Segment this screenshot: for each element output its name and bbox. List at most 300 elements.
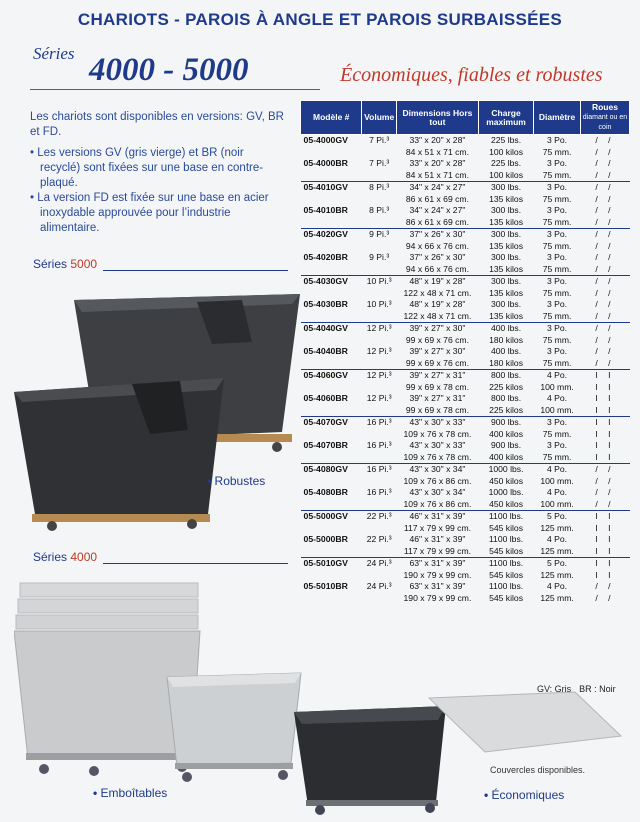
wheels-cell: / / [595,240,615,251]
table-row-metric [301,452,630,464]
dimensions-cell: 39" x 27" x 30" [396,323,478,335]
model-cell-empty [301,429,362,441]
col-diametre: Diamètre [534,101,581,135]
wheels-cell: / / [580,229,629,241]
volume-cell-empty [362,570,397,582]
diameter-metric-cell: 75 mm. [542,193,572,204]
charge-metric-cell: 400 kilos [489,428,523,439]
diameter-metric-cell: 75 mm. [542,357,572,368]
charge-cell: 1000 lbs. [478,464,533,476]
dimensions-cell: 46" x 31" x 39" [409,534,466,544]
dimensions-cell: 34" x 24" x 27" [396,182,478,194]
table-row [301,511,630,523]
charge-metric-cell: 135 kilos [489,216,523,227]
model-cell: 05-4010BR [303,205,348,215]
charge-metric-cell: 135 kilos [489,287,523,298]
model-cell: 05-4020GV [301,229,362,241]
series-range: 4000 - 5000 [89,52,249,88]
volume-cell-empty [362,452,397,464]
charge-cell: 225 lbs. [490,158,522,168]
dimensions-metric-cell: 86 x 61 x 69 cm. [405,216,469,227]
volume-cell: 12 Pi.³ [362,323,397,335]
model-cell: 05-4080BR [303,487,348,497]
model-cell-empty [301,523,362,535]
table-row [301,135,630,147]
diameter-cell: 3 Po. [534,276,581,288]
dimensions-cell: 39" x 27" x 31" [396,370,478,382]
volume-cell-empty [362,335,397,347]
wheels-cell: / / [595,263,615,274]
charge-metric-cell: 400 kilos [489,451,523,462]
dimensions-metric-cell: 117 x 79 x 99 cm. [403,545,472,556]
model-cell: 05-4070GV [301,417,362,429]
charge-metric-cell: 100 kilos [489,146,523,157]
header-divider [30,89,320,90]
model-cell-empty [301,241,362,253]
charge-cell: 900 lbs. [478,417,533,429]
table-row [301,370,630,382]
diameter-cell: 3 Po. [547,158,568,168]
diameter-cell: 3 Po. [534,182,581,194]
table-row-metric [301,358,630,370]
volume-cell: 10 Pi.³ [362,276,397,288]
dimensions-cell: 46" x 31" x 39" [396,511,478,523]
charge-cell: 1100 lbs. [478,511,533,523]
table-row [301,323,630,335]
wheels-cell: I I [595,569,615,580]
wheels-cell: I I [595,393,615,403]
diameter-metric-cell: 75 mm. [542,287,572,298]
dimensions-cell: 39" x 27" x 31" [409,393,466,403]
charge-cell: 300 lbs. [478,276,533,288]
model-cell-empty [301,546,362,558]
diameter-metric-cell: 75 mm. [542,263,572,274]
model-cell-empty [301,593,362,605]
diameter-cell: 3 Po. [547,346,568,356]
volume-cell: 8 Pi.³ [369,205,390,215]
charge-metric-cell: 135 kilos [489,193,523,204]
volume-cell: 7 Pi.³ [369,158,390,168]
dimensions-metric-cell: 99 x 69 x 78 cm. [405,404,469,415]
table-row-metric [301,570,630,582]
diameter-cell: 4 Po. [547,581,568,591]
wheels-cell: / / [595,252,615,262]
charge-metric-cell: 180 kilos [489,357,523,368]
grey-cart-image [165,665,305,790]
volume-cell: 12 Pi.³ [362,370,397,382]
diameter-cell: 3 Po. [547,252,568,262]
model-cell: 05-5010BR [303,581,348,591]
dimensions-cell: 37" x 26" x 30" [409,252,466,262]
volume-cell-empty [362,476,397,488]
volume-cell: 16 Pi.³ [362,417,397,429]
diameter-metric-cell: 100 mm. [540,498,574,509]
diameter-metric-cell: 75 mm. [542,240,572,251]
diameter-metric-cell: 125 mm. [540,545,574,556]
series-5000-carts-image [12,282,302,532]
model-cell-empty [301,452,362,464]
model-cell-empty [301,382,362,394]
series-label: Séries [33,44,75,63]
charge-metric-cell: 450 kilos [489,498,523,509]
table-row [301,276,630,288]
diameter-metric-cell: 75 mm. [542,428,572,439]
wheels-cell: / / [595,193,615,204]
table-row-metric [301,546,630,558]
wheels-cell: I I [580,370,629,382]
volume-cell-empty [362,241,397,253]
table-row [301,252,630,264]
table-row-metric [301,217,630,229]
model-cell-empty [301,476,362,488]
dimensions-cell: 33" x 20" x 28" [409,158,466,168]
table-row-metric [301,593,630,605]
wheels-cell: / / [595,487,615,497]
model-cell: 05-4030GV [301,276,362,288]
diameter-cell: 3 Po. [547,299,568,309]
table-row-metric [301,523,630,535]
model-cell: 05-4040GV [301,323,362,335]
dimensions-metric-cell: 122 x 48 x 71 cm. [403,287,472,298]
spec-table [300,100,630,604]
wheels-cell: I I [595,428,615,439]
dimensions-metric-cell: 117 x 79 x 99 cm. [403,522,472,533]
charge-metric-cell: 135 kilos [489,240,523,251]
table-row [301,464,630,476]
wheels-cell: / / [595,205,615,215]
charge-cell: 225 lbs. [478,135,533,147]
model-cell: 05-4000BR [303,158,348,168]
volume-cell: 16 Pi.³ [366,440,392,450]
table-row-metric [301,499,630,511]
charge-metric-cell: 225 kilos [489,381,523,392]
diameter-cell: 5 Po. [534,511,581,523]
table-row [301,158,630,170]
wheels-cell: / / [580,182,629,194]
table-row [301,558,630,570]
diameter-metric-cell: 125 mm. [540,569,574,580]
volume-cell: 22 Pi.³ [362,511,397,523]
model-cell-empty [301,570,362,582]
charge-cell: 300 lbs. [490,252,522,262]
model-cell-empty [301,405,362,417]
dimensions-cell: 34" x 24" x 27" [409,205,466,215]
diameter-metric-cell: 75 mm. [542,451,572,462]
charge-metric-cell: 450 kilos [489,475,523,486]
dimensions-metric-cell: 109 x 76 x 86 cm. [403,498,472,509]
col-volume: Volume [362,101,397,135]
diameter-metric-cell: 100 mm. [540,475,574,486]
dimensions-metric-cell: 99 x 69 x 78 cm. [405,381,469,392]
model-cell-empty [301,217,362,229]
wheels-cell: I I [595,545,615,556]
dimensions-cell: 63" x 31" x 39" [409,581,466,591]
diameter-metric-cell: 75 mm. [542,146,572,157]
dimensions-metric-cell: 190 x 79 x 99 cm. [403,592,472,603]
intro-bullet-gv-br: • Les versions GV (gris vierge) et BR (noir recyclé) sont fixées sur une base en contre-plaqué. [30,147,264,189]
dimensions-metric-cell: 94 x 66 x 76 cm. [405,240,469,251]
dimensions-cell: 43" x 30" x 34" [409,487,466,497]
charge-cell: 300 lbs. [478,229,533,241]
wheels-cell: / / [595,592,615,603]
table-row-metric [301,311,630,323]
volume-cell-empty [362,217,397,229]
wheels-cell: I I [580,558,629,570]
dimensions-cell: 48" x 19" x 28" [409,299,466,309]
volume-cell-empty [362,264,397,276]
model-cell: 05-4020BR [303,252,348,262]
diameter-metric-cell: 75 mm. [542,216,572,227]
volume-cell: 12 Pi.³ [366,346,392,356]
section-heading-4000: Séries 4000 [33,550,97,564]
table-row-metric [301,241,630,253]
dimensions-cell: 43" x 30" x 34" [396,464,478,476]
section-rule [103,563,288,564]
charge-cell: 400 lbs. [478,323,533,335]
dimensions-cell: 48" x 19" x 28" [396,276,478,288]
table-row [301,440,630,452]
model-cell: 05-4080GV [301,464,362,476]
diameter-cell: 3 Po. [534,229,581,241]
model-cell: 05-5010GV [301,558,362,570]
dimensions-metric-cell: 109 x 76 x 86 cm. [403,475,472,486]
diameter-metric-cell: 75 mm. [542,310,572,321]
table-row [301,205,630,217]
caption-economiques: • Économiques [484,788,565,802]
caption-emboitables: • Emboîtables [93,786,168,800]
volume-cell: 9 Pi.³ [362,229,397,241]
table-row [301,581,630,593]
volume-cell: 16 Pi.³ [366,487,392,497]
table-row-metric [301,429,630,441]
wheels-cell: / / [595,334,615,345]
volume-cell-empty [362,170,397,182]
model-cell-empty [301,194,362,206]
wheels-cell: I I [595,440,615,450]
volume-cell: 7 Pi.³ [362,135,397,147]
wheels-cell: / / [595,216,615,227]
dimensions-metric-cell: 99 x 69 x 76 cm. [405,334,469,345]
diameter-cell: 3 Po. [547,205,568,215]
model-cell: 05-4030BR [303,299,348,309]
diameter-metric-cell: 100 mm. [540,404,574,415]
diameter-cell: 3 Po. [534,323,581,335]
volume-cell-empty [362,523,397,535]
col-model: Modèle # [301,101,362,135]
wheels-cell: I I [595,534,615,544]
diameter-cell: 4 Po. [547,393,568,403]
legend: GV: Gris BR : Noir [537,684,616,694]
charge-cell: 300 lbs. [478,182,533,194]
table-row-metric [301,405,630,417]
diameter-cell: 3 Po. [534,135,581,147]
model-cell: 05-4040BR [303,346,348,356]
diameter-metric-cell: 75 mm. [542,169,572,180]
wheels-cell: / / [595,299,615,309]
wheels-cell: I I [595,522,615,533]
volume-cell: 24 Pi.³ [362,558,397,570]
volume-cell-empty [362,311,397,323]
col-charge: Charge maximum [478,101,533,135]
dimensions-cell: 63" x 31" x 39" [396,558,478,570]
charge-cell: 1100 lbs. [488,534,524,544]
wheels-cell: / / [595,169,615,180]
charge-cell: 800 lbs. [478,370,533,382]
wheels-cell: / / [595,158,615,168]
wheels-cell: / / [595,475,615,486]
charge-metric-cell: 225 kilos [489,404,523,415]
dimensions-metric-cell: 86 x 61 x 69 cm. [405,193,469,204]
model-cell: 05-4010GV [301,182,362,194]
charge-metric-cell: 545 kilos [489,592,523,603]
volume-cell: 16 Pi.³ [362,464,397,476]
charge-metric-cell: 135 kilos [489,263,523,274]
wheels-cell: I I [595,451,615,462]
charge-cell: 1000 lbs. [488,487,524,497]
wheels-cell: I I [580,511,629,523]
wheels-cell: I I [580,417,629,429]
charge-metric-cell: 545 kilos [489,569,523,580]
dimensions-metric-cell: 84 x 51 x 71 cm. [405,169,469,180]
table-row [301,534,630,546]
intro-paragraph: Les chariots sont disponibles en versions: GV, BR et FD. [30,111,284,138]
wheels-cell: / / [595,310,615,321]
charge-metric-cell: 545 kilos [489,545,523,556]
model-cell: 05-4000GV [301,135,362,147]
caption-lids: Couvercles disponibles. [490,765,586,775]
diameter-metric-cell: 100 mm. [540,381,574,392]
table-row [301,182,630,194]
charge-cell: 900 lbs. [490,440,522,450]
diameter-cell: 4 Po. [534,370,581,382]
tagline: Économiques, fiables et robustes [340,64,603,86]
table-row-metric [301,264,630,276]
dimensions-metric-cell: 109 x 76 x 78 cm. [403,451,472,462]
charge-cell: 400 lbs. [490,346,522,356]
dimensions-cell: 37" x 26" x 30" [396,229,478,241]
caption-robustes: • Robustes [207,474,266,488]
charge-cell: 300 lbs. [490,299,522,309]
charge-cell: 1100 lbs. [478,558,533,570]
diameter-metric-cell: 75 mm. [542,334,572,345]
volume-cell: 9 Pi.³ [369,252,390,262]
col-roues: Roues diamant ou en coin [580,101,629,135]
dimensions-cell: 39" x 27" x 30" [409,346,466,356]
volume-cell-empty [362,429,397,441]
volume-cell-empty [362,358,397,370]
wheels-cell: / / [595,346,615,356]
intro-text [30,110,286,236]
wheels-cell: / / [595,287,615,298]
dimensions-metric-cell: 94 x 66 x 76 cm. [405,263,469,274]
table-row-metric [301,170,630,182]
wheels-cell: / / [580,323,629,335]
lid-image [425,690,625,760]
diameter-metric-cell: 125 mm. [540,592,574,603]
wheels-cell: I I [595,404,615,415]
dimensions-cell: 33" x 20" x 28" [396,135,478,147]
wheels-cell: I I [595,381,615,392]
dimensions-cell: 43" x 30" x 33" [409,440,466,450]
model-cell-empty [301,311,362,323]
model-cell-empty [301,264,362,276]
volume-cell-empty [362,382,397,394]
spec-table-header [301,101,630,135]
table-row [301,299,630,311]
model-cell: 05-4060GV [301,370,362,382]
model-cell: 05-4060BR [303,393,348,403]
charge-cell: 1100 lbs. [488,581,524,591]
model-cell-empty [301,335,362,347]
table-row-metric [301,476,630,488]
dimensions-metric-cell: 190 x 79 x 99 cm. [403,569,472,580]
model-cell: 05-4070BR [303,440,348,450]
table-row-metric [301,382,630,394]
table-row [301,393,630,405]
diameter-cell: 3 Po. [547,440,568,450]
diameter-cell: 4 Po. [547,487,568,497]
dimensions-cell: 43" x 30" x 33" [396,417,478,429]
diameter-cell: 4 Po. [547,534,568,544]
volume-cell-empty [362,546,397,558]
table-row-metric [301,194,630,206]
volume-cell-empty [362,593,397,605]
model-cell-empty [301,288,362,300]
volume-cell: 12 Pi.³ [366,393,392,403]
table-row [301,487,630,499]
charge-metric-cell: 180 kilos [489,334,523,345]
wheels-cell: / / [595,357,615,368]
volume-cell: 24 Pi.³ [366,581,392,591]
section-rule [103,270,288,271]
diameter-cell: 3 Po. [534,417,581,429]
wheels-cell: / / [580,135,629,147]
volume-cell-empty [362,405,397,417]
col-dimensions: Dimensions Hors tout [396,101,478,135]
table-row-metric [301,147,630,159]
model-cell-empty [301,147,362,159]
volume-cell-empty [362,194,397,206]
volume-cell-empty [362,288,397,300]
dimensions-metric-cell: 99 x 69 x 76 cm. [405,357,469,368]
charge-metric-cell: 135 kilos [489,310,523,321]
model-cell-empty [301,170,362,182]
model-cell-empty [301,358,362,370]
diameter-metric-cell: 125 mm. [540,522,574,533]
spec-table-body [301,135,630,605]
charge-metric-cell: 545 kilos [489,522,523,533]
section-heading-5000: Séries 5000 [33,257,97,271]
volume-cell-empty [362,147,397,159]
diameter-cell: 5 Po. [534,558,581,570]
page-title: CHARIOTS - PAROIS À ANGLE ET PAROIS SURBAISSÉES [77,10,563,29]
dimensions-metric-cell: 109 x 76 x 78 cm. [403,428,472,439]
wheels-cell: / / [595,498,615,509]
model-cell: 05-5000BR [303,534,348,544]
dimensions-metric-cell: 84 x 51 x 71 cm. [405,146,469,157]
table-row-metric [301,335,630,347]
model-cell: 05-5000GV [301,511,362,523]
table-row-metric [301,288,630,300]
model-cell-empty [301,499,362,511]
wheels-cell: / / [595,146,615,157]
table-row [301,417,630,429]
wheels-cell: / / [580,464,629,476]
wheels-cell: / / [595,581,615,591]
volume-cell: 8 Pi.³ [362,182,397,194]
table-row [301,229,630,241]
charge-cell: 300 lbs. [490,205,522,215]
